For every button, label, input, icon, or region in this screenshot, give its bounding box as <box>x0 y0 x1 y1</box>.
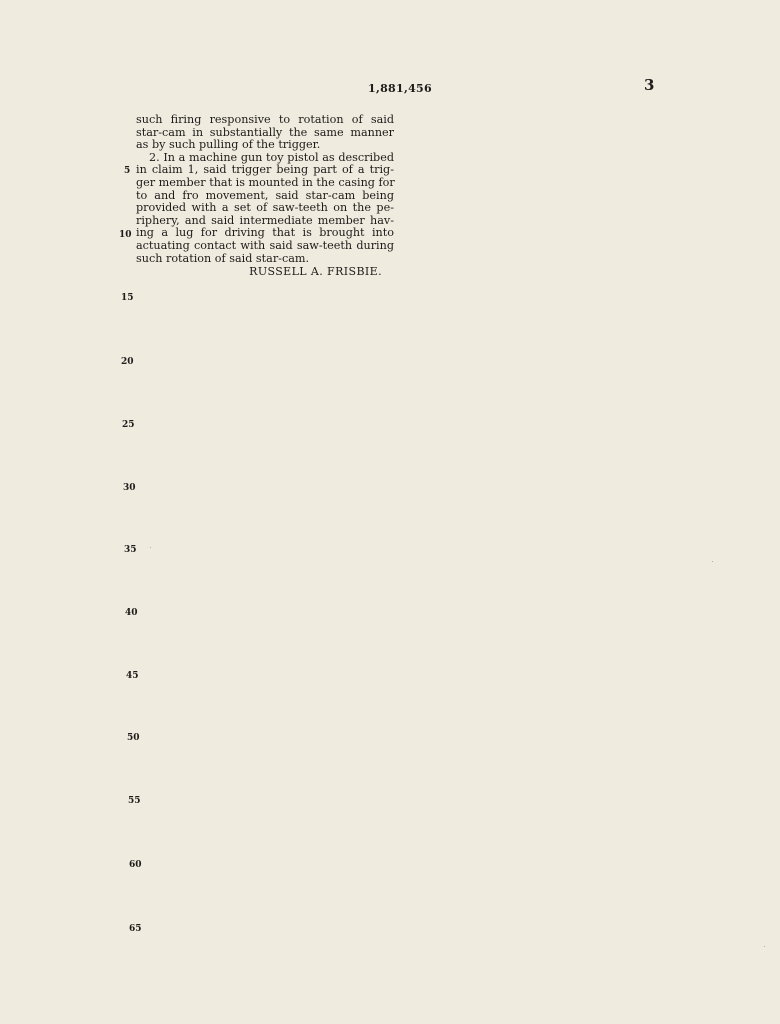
text-line: as by such pulling of the trigger. <box>136 138 321 152</box>
text-line: ger member that is mounted in the casing for <box>136 175 395 189</box>
margin-line-number: 45 <box>126 671 139 681</box>
margin-line-number: 5 <box>124 166 131 176</box>
text-line: to and fro movement, said star-cam being <box>136 188 394 202</box>
margin-line-number: 55 <box>128 796 141 806</box>
paper-speck <box>150 547 151 548</box>
text-line: actuating contact with said saw-teeth during <box>136 238 394 252</box>
page-number: 3 <box>644 76 655 94</box>
margin-line-number: 25 <box>122 420 135 430</box>
inventor-signature: RUSSELL A. FRISBIE. <box>249 265 382 279</box>
margin-line-number: 20 <box>121 357 134 367</box>
margin-line-number: 10 <box>119 230 132 240</box>
paper-speck <box>712 561 713 562</box>
text-line: provided with a set of saw-teeth on the pe- <box>136 201 394 215</box>
text-line: such firing responsive to rotation of said <box>136 113 394 126</box>
text-line: in claim 1, said trigger being part of a trig- <box>136 163 394 177</box>
paper-speck <box>764 946 765 947</box>
margin-line-number: 35 <box>124 545 137 555</box>
text-line: riphery, and said intermediate member hav- <box>136 213 394 227</box>
patent-number: 1,881,456 <box>368 82 432 95</box>
text-line: ing a lug for driving that is brought into <box>136 226 394 240</box>
text-line: such rotation of said star-cam. <box>136 251 310 265</box>
margin-line-number: 60 <box>129 860 142 870</box>
text-column <box>136 114 394 279</box>
margin-line-number: 30 <box>123 483 136 493</box>
margin-line-number: 65 <box>129 924 142 934</box>
claim-2-start-line: 2. In a machine gun toy pistol as described <box>149 150 394 164</box>
margin-line-number: 40 <box>125 608 138 618</box>
text-line: star-cam in substantially the same manner <box>136 125 394 139</box>
margin-line-number: 15 <box>121 293 134 303</box>
margin-line-number: 50 <box>127 733 140 743</box>
